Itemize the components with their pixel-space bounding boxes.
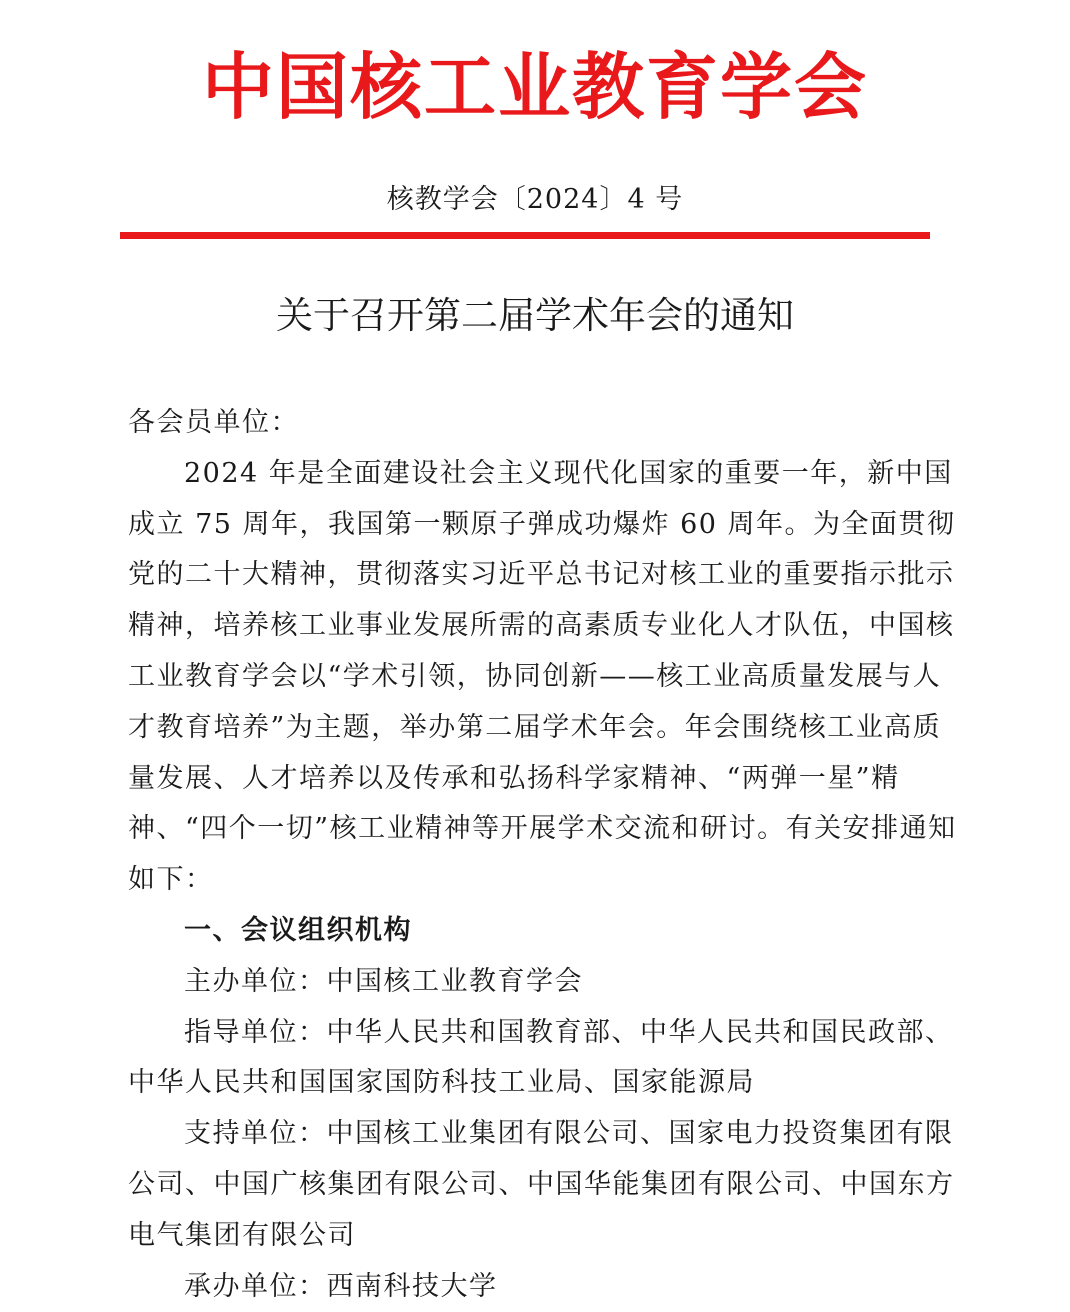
support-units: 支持单位：中国核工业集团有限公司、国家电力投资集团有限公司、中国广核集团有限公司、中国华能集团有限公司、中国东方电气集团有限公司 bbox=[128, 1118, 955, 1251]
notice-body bbox=[128, 398, 964, 1312]
document-number: 核教学会〔2024〕4 号 bbox=[386, 184, 684, 215]
salutation: 各会员单位： bbox=[128, 407, 299, 438]
guidance-units: 指导单位：中华人民共和国教育部、中华人民共和国民政部、中华人民共和国国家国防科技工业局、国家能源局 bbox=[128, 1016, 954, 1099]
intro-paragraph: 2024 年是全面建设社会主义现代化国家的重要一年，新中国成立 75 周年，我国第一颗原子弹成功爆炸 60 周年。为全面贯彻党的二十大精神，贯彻落实习近平总书记对核工业的重要指示批示精神，培养核工业事业发展所需的高素质专业化人才队伍，中国核工业教育学会以“学术引领，协同创新——核工业高质量发展与人才教育培养”为主题，举办第二届学术年会。年会围绕核工业高质量发展、人才培养以及传承和弘扬科学家精神、“两弹一星”精神、“四个一切”核工业精神等开展学术交流和研讨。有关安排通知如下： bbox=[128, 457, 957, 896]
organizer-unit: 承办单位：西南科技大学 bbox=[184, 1270, 498, 1302]
org-letterhead: 中国核工业教育学会 bbox=[201, 44, 868, 129]
letterhead-red-rule bbox=[120, 232, 930, 239]
host-unit: 主办单位：中国核工业教育学会 bbox=[184, 965, 583, 997]
section-heading-organization: 一、会议组织机构 bbox=[184, 914, 412, 946]
notice-title: 关于召开第二届学术年会的通知 bbox=[276, 294, 794, 337]
